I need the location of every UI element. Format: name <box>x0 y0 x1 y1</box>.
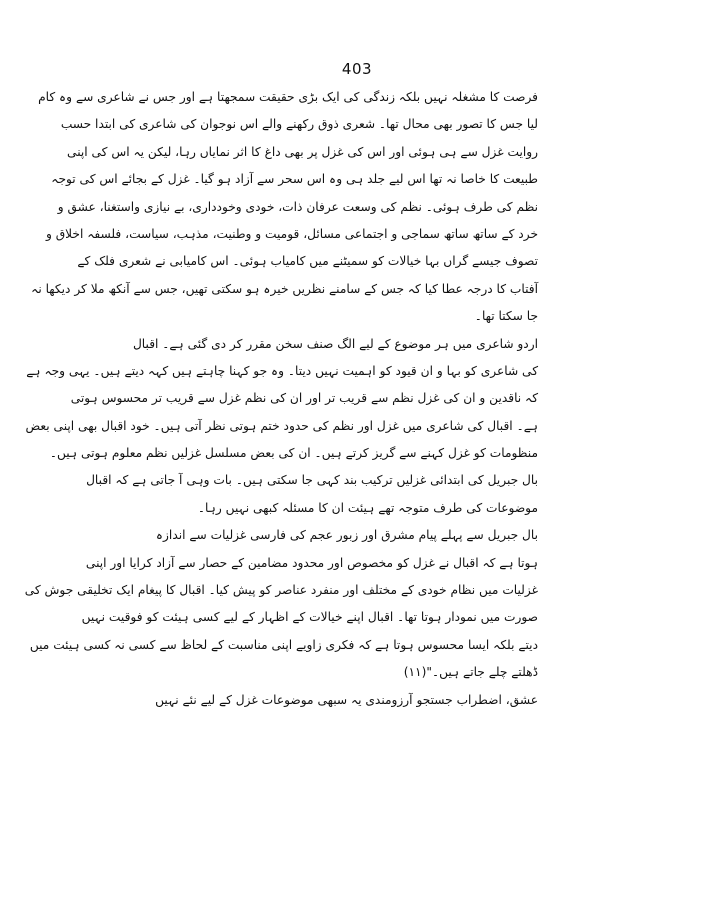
text-line: دیتے بلکہ ایسا محسوس ہوتا ہے کہ فکری زاویے اپنی مناسبت کے لحاظ سے کسی نہ کسی ہیئت میں <box>29 637 538 652</box>
text-line: موضوعات کی طرف متوجہ تھے ہیئت ان کا مسئلہ کبھی نہیں رہا۔ <box>197 500 538 515</box>
text-line: تصوف جیسے گراں بہا خیالات کو سمیٹنے میں کامیاب ہوئی۔ اس کامیابی نے شعری فلک کے <box>77 254 538 269</box>
text-line: طبیعت کا خاصا نہ تھا اس لیے جلد ہی وہ اس سحر سے آزاد ہو گیا۔ غزل کے بجائے اس کی توجہ <box>51 172 538 187</box>
text-line: ہے۔ اقبال کی شاعری میں غزل اور نظم کی حدود ختم ہوتی نظر آتی ہیں۔ خود اقبال بھی اپنی بعض <box>25 418 538 433</box>
text-line: غزلیات میں نظام خودی کے مختلف اور منفرد عناصر کو پیش کیا۔ اقبال کا پیغام ایک تخلیقی جوش کی <box>24 583 538 598</box>
text-line: صورت میں نمودار ہوتا تھا۔ اقبال اپنے خیالات کے اظہار کے لیے کسی ہیئت کو فوقیت نہیں <box>81 610 538 625</box>
text-line: اردو شاعری میں ہر موضوع کے لیے الگ صنف سخن مقرر کر دی گئی ہے۔ اقبال <box>132 336 538 351</box>
text-line: خرد کے ساتھ ساتھ سماجی و اجتماعی مسائل، قومیت و وطنیت، مذہب، سیاست، فلسفہ اخلاق و <box>45 226 538 241</box>
text-line: آفتاب کا درجہ عطا کیا کہ جس کے سامنے نظریں خیرہ ہو سکتی تھیں، جس سے آنکھ ملا کر دیکھا نہ <box>31 281 538 296</box>
text-line: روایت غزل سے ہی ہوئی اور اس کی غزل پر بھی داغ کا اثر نمایاں رہا، لیکن یہ اس کی اپنی <box>67 144 538 159</box>
paragraph <box>24 522 538 686</box>
paragraph <box>31 84 538 331</box>
text-line: جا سکتا تھا۔ <box>474 309 538 324</box>
body-text <box>24 84 538 714</box>
page-number: 403 <box>341 60 373 78</box>
text-line: لیا جس کا تصور بھی محال تھا۔ شعری ذوق رکھنے والے اس نوجوان کی شاعری کی ابتدا حسب <box>60 117 538 132</box>
text-line: ڈھلتے چلے جاتے ہیں۔"(۱۱) <box>403 665 538 680</box>
text-line: ہوتا ہے کہ اقبال نے غزل کو مخصوص اور محدود مضامین کے حصار سے آزاد کرایا اور اپنی <box>85 555 538 570</box>
text-line: بال جبریل سے پہلے پیام مشرق اور زبور عجم کی فارسی غزلیات سے اندازہ <box>155 528 538 543</box>
text-line: منظومات کو غزل کہنے سے گریز کرتے ہیں۔ ان کی بعض مسلسل غزلیں نظم معلوم ہوتی ہیں۔ <box>49 446 538 461</box>
text-line: فرصت کا مشغلہ نہیں بلکہ زندگی کی ایک بڑی حقیقت سمجھتا ہے اور جس نے شاعری سے وہ کام <box>38 90 538 104</box>
text-line: نظم کی طرف ہوئی۔ نظم کی وسعت عرفان ذات، خودی وخودداری، بے نیازی واستغنا، عشق و <box>57 199 538 214</box>
text-line: عشق، اضطراب جستجو آرزومندی یہ سبھی موضوعات غزل کے لیے نئے نہیں <box>155 692 538 707</box>
paragraph <box>25 331 538 523</box>
text-line: کی شاعری کو بہا و ان قیود کو اہمیت نہیں دیتا۔ وہ جو کہنا چاہتے ہیں کہہ دیتے ہیں۔ یہی وجہ ہے <box>26 363 538 378</box>
text-line: بال جبریل کی ابتدائی غزلیں ترکیب بند کہی جا سکتی ہیں۔ بات وہی آ جاتی ہے کہ اقبال <box>86 473 538 488</box>
paragraph <box>155 687 538 714</box>
text-line: کہ ناقدین و ان کی غزل نظم سے قریب تر اور ان کی نظم غزل سے قریب تر محسوس ہوتی <box>70 391 538 406</box>
